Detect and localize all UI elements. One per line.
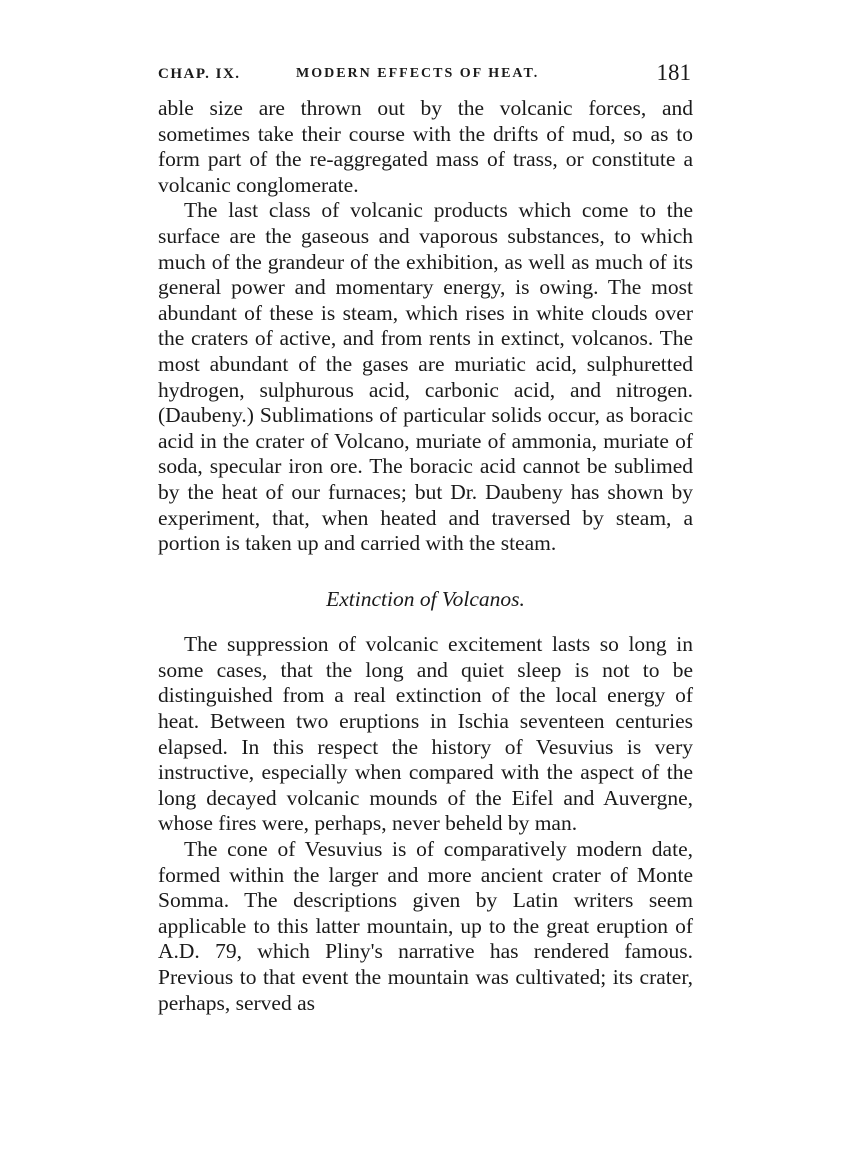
- paragraph-vesuvius: The cone of Vesuvius is of comparatively modern date, formed within the larger and more ancient crater of Monte Somma. The descriptions given by Latin writers seem applicable to this latter mountain, up to the great eruption of A.D. 79, which Pliny's narrative has rendered famous. Previous to that event the mountain was cultivated; its crater, perhaps, served as: [158, 837, 693, 1015]
- running-title: MODERN EFFECTS OF HEAT.: [296, 66, 540, 81]
- section-heading: Extinction of Volcanos.: [326, 586, 525, 611]
- running-header: [158, 60, 693, 90]
- page-number: 181: [656, 60, 691, 85]
- paragraph-volcanic-gases: The last class of volcanic products which come to the surface are the gaseous and vaporous substances, to which much of the grandeur of the exhibition, as well as much of its general power and momentary energy, is owing. The most abundant of these is steam, which rises in white clouds over the craters of active, and from rents in extinct, volcanos. The most abundant of the gases are muriatic acid, sulphuretted hydrogen, sulphurous acid, carbonic acid, and nitrogen. (Daubeny.) Sublimations of particular solids occur, as boracic acid in the crater of Volcano, muriate of ammonia, muriate of soda, specular iron ore. The boracic acid cannot be sublimed by the heat of our furnaces; but Dr. Daubeny has shown by experiment, that, when heated and traversed by steam, a portion is taken up and carried with the steam.: [158, 198, 693, 556]
- paragraph-continued: able size are thrown out by the volcanic forces, and sometimes take their course with the drifts of mud, so as to form part of the re-aggregated mass of trass, or constitute a volcanic conglomerate.: [158, 96, 693, 197]
- chapter-label: CHAP. IX.: [158, 66, 241, 82]
- paragraph-extinction: The suppression of volcanic excitement lasts so long in some cases, that the long and quiet sleep is not to be distinguished from a real extinction of the local energy of heat. Between two eruptions in Ischia seventeen centuries elapsed. In this respect the history of Vesuvius is very instructive, especially when compared with the aspect of the long decayed volcanic mounds of the Eifel and Auvergne, whose fires were, perhaps, never beheld by man.: [158, 632, 693, 836]
- page-body: [158, 96, 693, 1016]
